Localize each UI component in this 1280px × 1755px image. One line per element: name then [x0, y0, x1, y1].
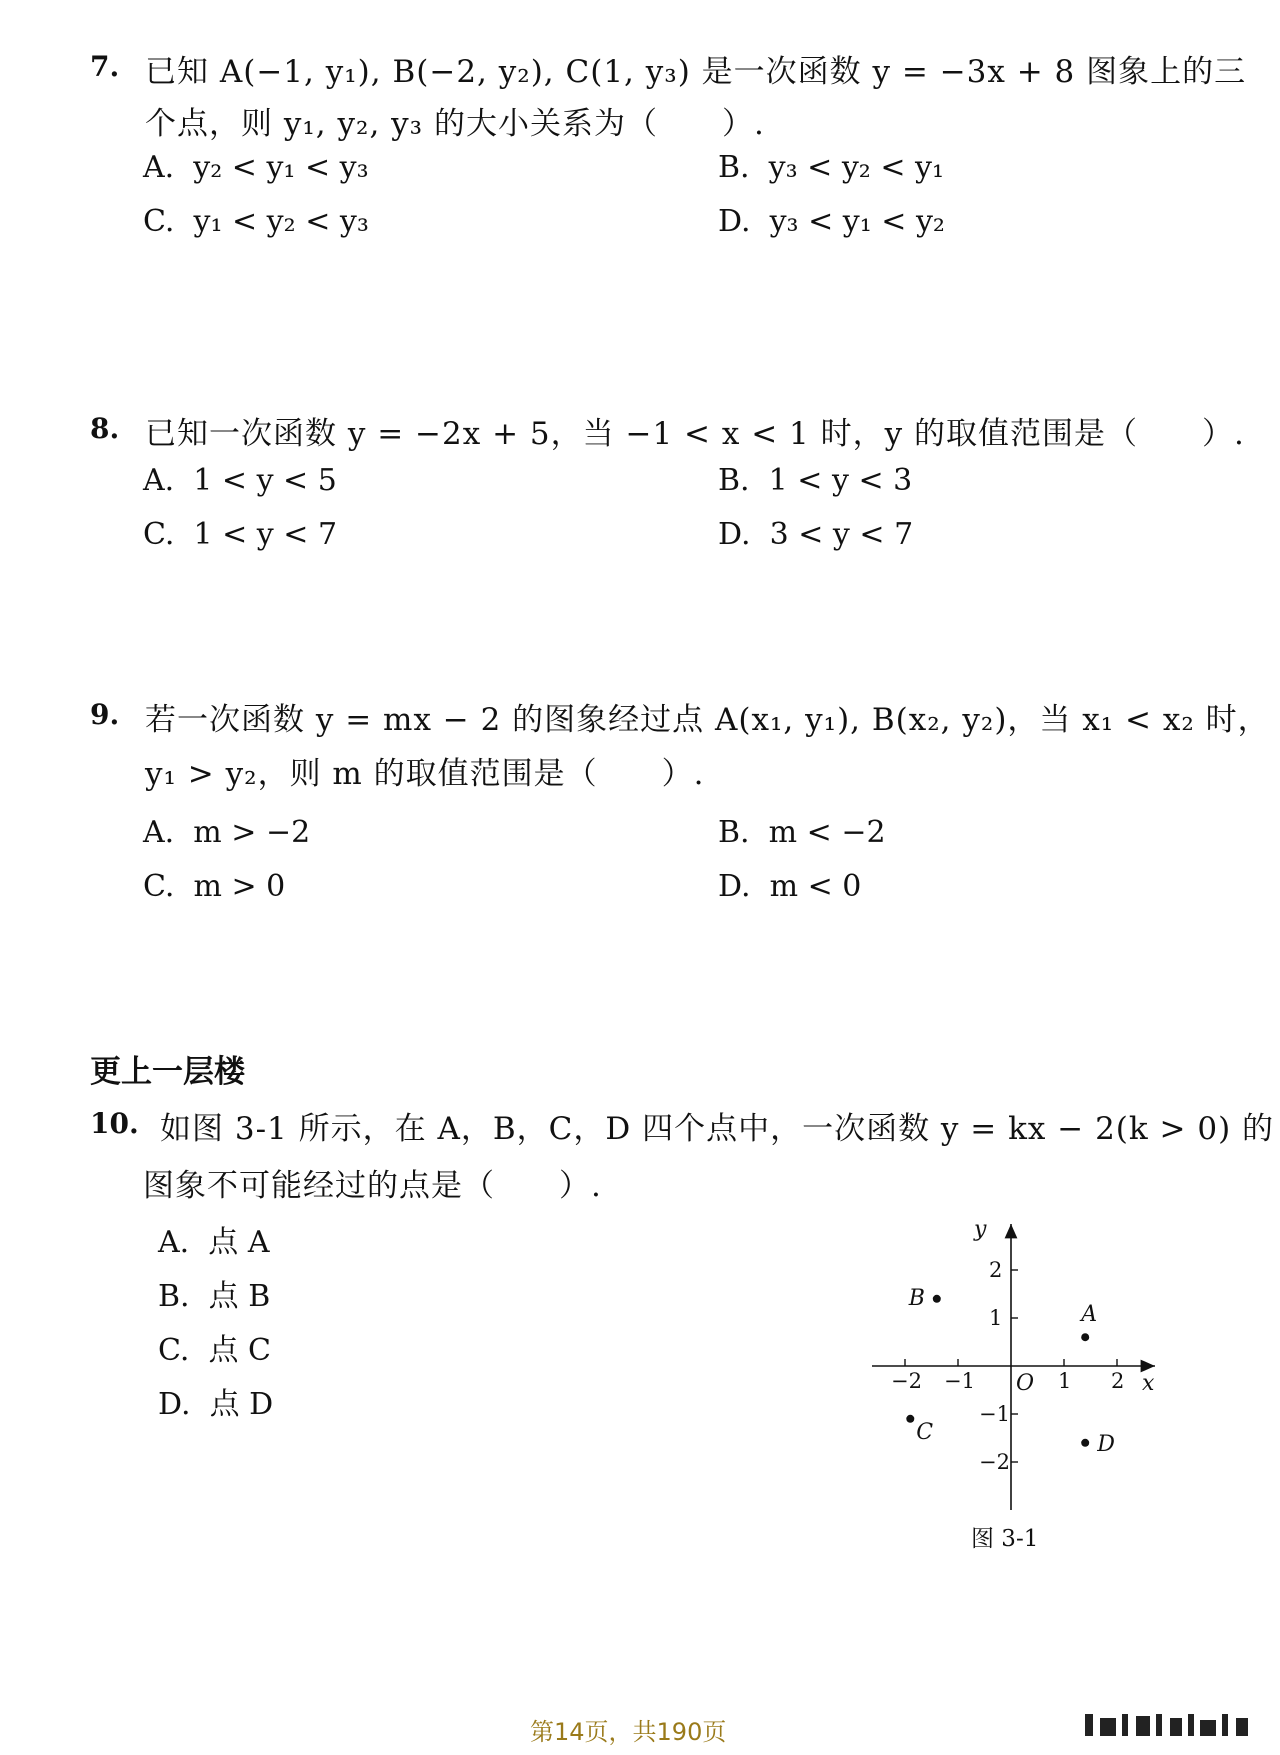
question-8-line-1: 已知一次函数 y = −2x + 5，当 −1 < x < 1 时，y 的取值范围是（ ）.: [145, 416, 1245, 452]
question-10-line-2: 图象不可能经过的点是（ ）.: [143, 1168, 602, 1204]
question-7-number: 7.: [90, 50, 120, 83]
question-7-option-d[interactable]: D. y₃ < y₁ < y₂: [718, 204, 945, 239]
question-8-option-a[interactable]: A. 1 < y < 5: [143, 463, 337, 498]
page-footer: 第14页，共190页: [530, 1718, 727, 1746]
question-10-option-b[interactable]: B. 点 B: [158, 1279, 271, 1314]
question-7-line-1: 已知 A(−1, y₁), B(−2, y₂), C(1, y₃) 是一次函数 y = −3x + 8 图象上的三: [145, 54, 1247, 90]
y-tick-label: 1: [989, 1306, 1003, 1330]
corner-mark: [1156, 1714, 1162, 1736]
figure-caption: 图 3-1: [971, 1526, 1039, 1552]
point-b-label: B: [908, 1285, 925, 1311]
question-9-option-d[interactable]: D. m < 0: [718, 869, 862, 904]
question-7-option-a[interactable]: A. y₂ < y₁ < y₃: [143, 150, 369, 185]
question-9-line-1: 若一次函数 y = mx − 2 的图象经过点 A(x₁, y₁), B(x₂, y₂)，当 x₁ < x₂ 时，: [145, 702, 1270, 738]
y-tick-label: 2: [989, 1258, 1003, 1282]
point-a-label: A: [1081, 1302, 1098, 1328]
x-tick-label: 2: [1111, 1369, 1125, 1393]
x-tick-label: −2: [891, 1369, 922, 1393]
question-10-line-1: 如图 3-1 所示，在 A，B，C，D 四个点中，一次函数 y = kx − 2(k > 0) 的: [160, 1111, 1275, 1147]
point-c: [906, 1415, 914, 1423]
corner-mark: [1236, 1718, 1248, 1736]
question-9-option-b[interactable]: B. m < −2: [718, 815, 886, 850]
question-9-option-c[interactable]: C. m > 0: [143, 869, 286, 904]
question-8-option-c[interactable]: C. 1 < y < 7: [143, 517, 338, 552]
question-7-line-2: 个点，则 y₁, y₂, y₃ 的大小关系为（ ）.: [145, 106, 765, 142]
corner-mark: [1100, 1718, 1116, 1736]
corner-mark: [1170, 1718, 1182, 1736]
corner-mark: [1222, 1714, 1228, 1736]
y-axis-label: y: [974, 1217, 987, 1242]
x-axis-label: x: [1142, 1371, 1155, 1396]
question-8-option-b[interactable]: B. 1 < y < 3: [718, 463, 913, 498]
question-10-option-a[interactable]: A. 点 A: [158, 1225, 270, 1260]
figure-3-1-coordinate-plot: [860, 1210, 1180, 1570]
question-7-option-c[interactable]: C. y₁ < y₂ < y₃: [143, 204, 369, 239]
question-8-number: 8.: [90, 412, 120, 445]
x-tick-label: −1: [944, 1369, 975, 1393]
question-9-line-2: y₁ > y₂，则 m 的取值范围是（ ）.: [145, 756, 705, 792]
point-c-label: C: [916, 1419, 934, 1445]
question-9-number: 9.: [90, 698, 120, 731]
point-d: [1081, 1439, 1089, 1447]
corner-mark: [1085, 1714, 1093, 1736]
question-10-number: 10.: [90, 1107, 139, 1140]
section-title: 更上一层楼: [90, 1054, 245, 1090]
corner-mark: [1122, 1714, 1128, 1736]
question-7-option-b[interactable]: B. y₃ < y₂ < y₁: [718, 150, 945, 185]
corner-mark: [1200, 1720, 1216, 1736]
y-tick-label: −2: [979, 1450, 1010, 1474]
corner-mark: [1136, 1716, 1150, 1736]
question-8-option-d[interactable]: D. 3 < y < 7: [718, 517, 914, 552]
question-10-option-c[interactable]: C. 点 C: [158, 1333, 271, 1368]
point-a: [1081, 1333, 1089, 1341]
y-tick-label: −1: [979, 1402, 1010, 1426]
origin-label: O: [1016, 1371, 1035, 1396]
question-9-option-a[interactable]: A. m > −2: [143, 815, 311, 850]
question-10-option-d[interactable]: D. 点 D: [158, 1387, 274, 1422]
point-b: [933, 1295, 941, 1303]
x-tick-label: 1: [1058, 1369, 1072, 1393]
corner-mark: [1188, 1714, 1194, 1736]
point-d-label: D: [1097, 1431, 1115, 1457]
